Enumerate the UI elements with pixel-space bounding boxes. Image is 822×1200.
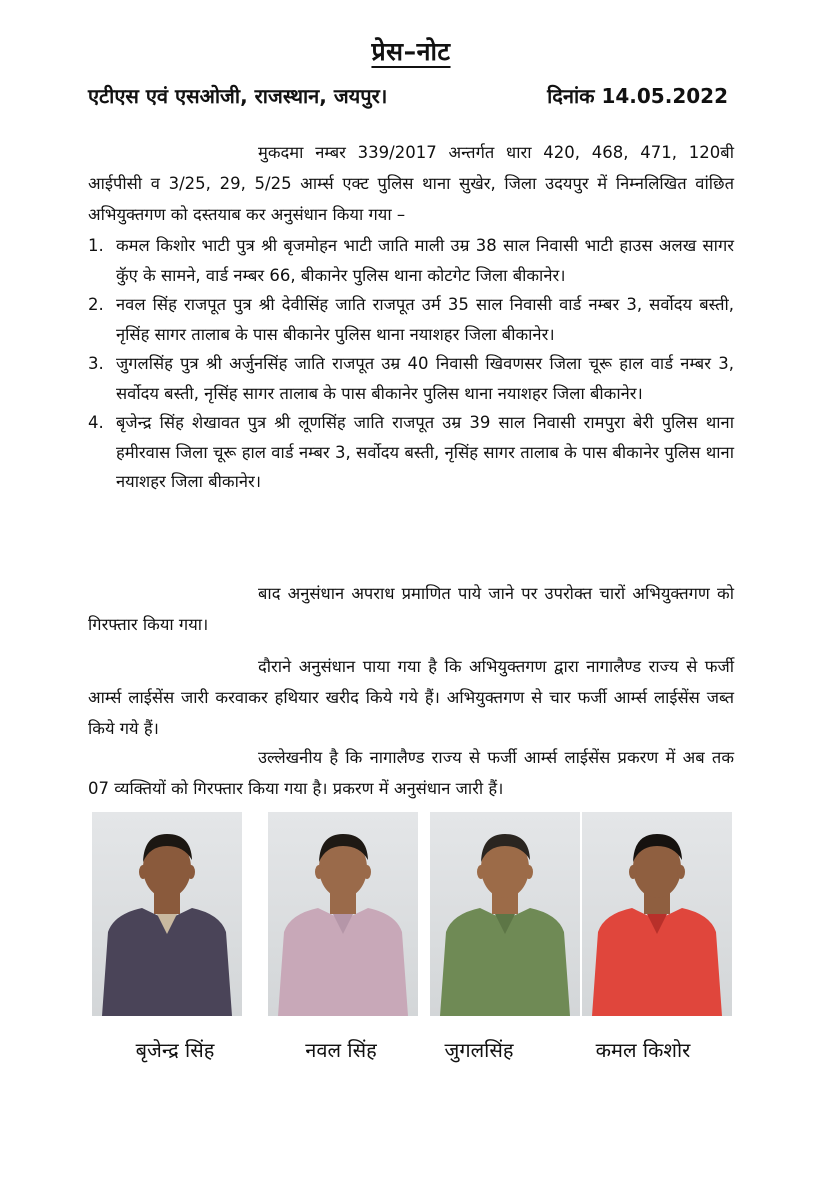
accused-photo (268, 812, 418, 1016)
investigation-paragraph: दौराने अनुसंधान पाया गया है कि अभियुक्तगण द्वारा नागालैण्ड राज्य से फर्जी आर्म्स लाईसेंस जारी करवाकर हथियार खरीद किये गये हैं। अभियुक्तगण से चार फर्जी आर्म्स लाईसेंस जब्त किये गये हैं। (88, 657, 734, 738)
photo-caption: नवल सिंह (305, 1038, 377, 1062)
list-item: 4. बृजेन्द्र सिंह शेखावत पुत्र श्री लूणसिंह जाति राजपूत उम्र 39 साल निवासी रामपुरा बेरी पुलिस थाना हमीरवास जिला चूरू हाल वार्ड नम्बर 3, सर्वोदय बस्ती, नृसिंह सागर तालाब के पास बीकानेर पुलिस थाना नयाशहर जिला बीकानेर। (88, 413, 734, 491)
list-item: 3. जुगलसिंह पुत्र श्री अर्जुनसिंह जाति राजपूत उम्र 40 निवासी खिवणसर जिला चूरू हाल वार्ड नम्बर 3, सर्वोदय बस्ती, नृसिंह सागर तालाब के पास बीकानेर पुलिस थाना नयाशहर जिला बीकानेर। (88, 354, 734, 403)
photo-caption: कमल किशोर (595, 1038, 691, 1062)
accused-photo (430, 812, 580, 1016)
agency-name: एटीएस एवं एसओजी, राजस्थान, जयपुर। (88, 84, 388, 108)
header-row (88, 82, 728, 109)
accused-list (88, 231, 734, 497)
person-photo-figure (268, 812, 418, 1016)
accused-photo (92, 812, 242, 1016)
person-photo-figure (430, 812, 580, 1016)
accused-photos (92, 812, 732, 1018)
arrest-paragraph: बाद अनुसंधान अपराध प्रमाणित पाये जाने पर उपरोक्त चारों अभियुक्तगण को गिरफ्तार किया गया। (88, 584, 734, 634)
notable-paragraph: उल्लेखनीय है कि नागालैण्ड राज्य से फर्जी आर्म्स लाईसेंस प्रकरण में अब तक 07 व्यक्तियों को गिरफ्तार किया गया है। प्रकरण में अनुसंधान जारी हैं। (88, 748, 734, 798)
person-photo-figure (92, 812, 242, 1016)
person-photo-figure (582, 812, 732, 1016)
accused-photo (582, 812, 732, 1016)
press-note-date: दिनांक 14.05.2022 (547, 84, 728, 108)
photo-caption: जुगलसिंह (444, 1038, 514, 1062)
list-item: 2. नवल सिंह राजपूत पुत्र श्री देवीसिंह जाति राजपूत उर्म 35 साल निवासी वार्ड नम्बर 3, सर्वोदय बस्ती, नृसिंह सागर तालाब के पास बीकानेर पुलिस थाना नयाशहर जिला बीकानेर। (88, 295, 734, 344)
list-item: 1. कमल किशोर भाटी पुत्र श्री बृजमोहन भाटी जाति माली उम्र 38 साल निवासी भाटी हाउस अलख सागर कुॅए के सामने, वार्ड नम्बर 66, बीकानेर पुलिस थाना कोटगेट जिला बीकानेर। (88, 236, 734, 285)
intro-paragraph: मुकदमा नम्बर 339/2017 अन्तर्गत धारा 420, 468, 471, 120बी आईपीसी व 3/25, 29, 5/25 आर्म्स एक्ट पुलिस थाना सुखेर, जिला उदयपुर में निम्नलिखित वांछित अभियुक्तगण को दस्तयाब कर अनुसंधान किया गया – (88, 143, 734, 224)
page-title: प्रेस–नोट (371, 37, 451, 66)
photo-caption: बृजेन्द्र सिंह (135, 1038, 215, 1062)
